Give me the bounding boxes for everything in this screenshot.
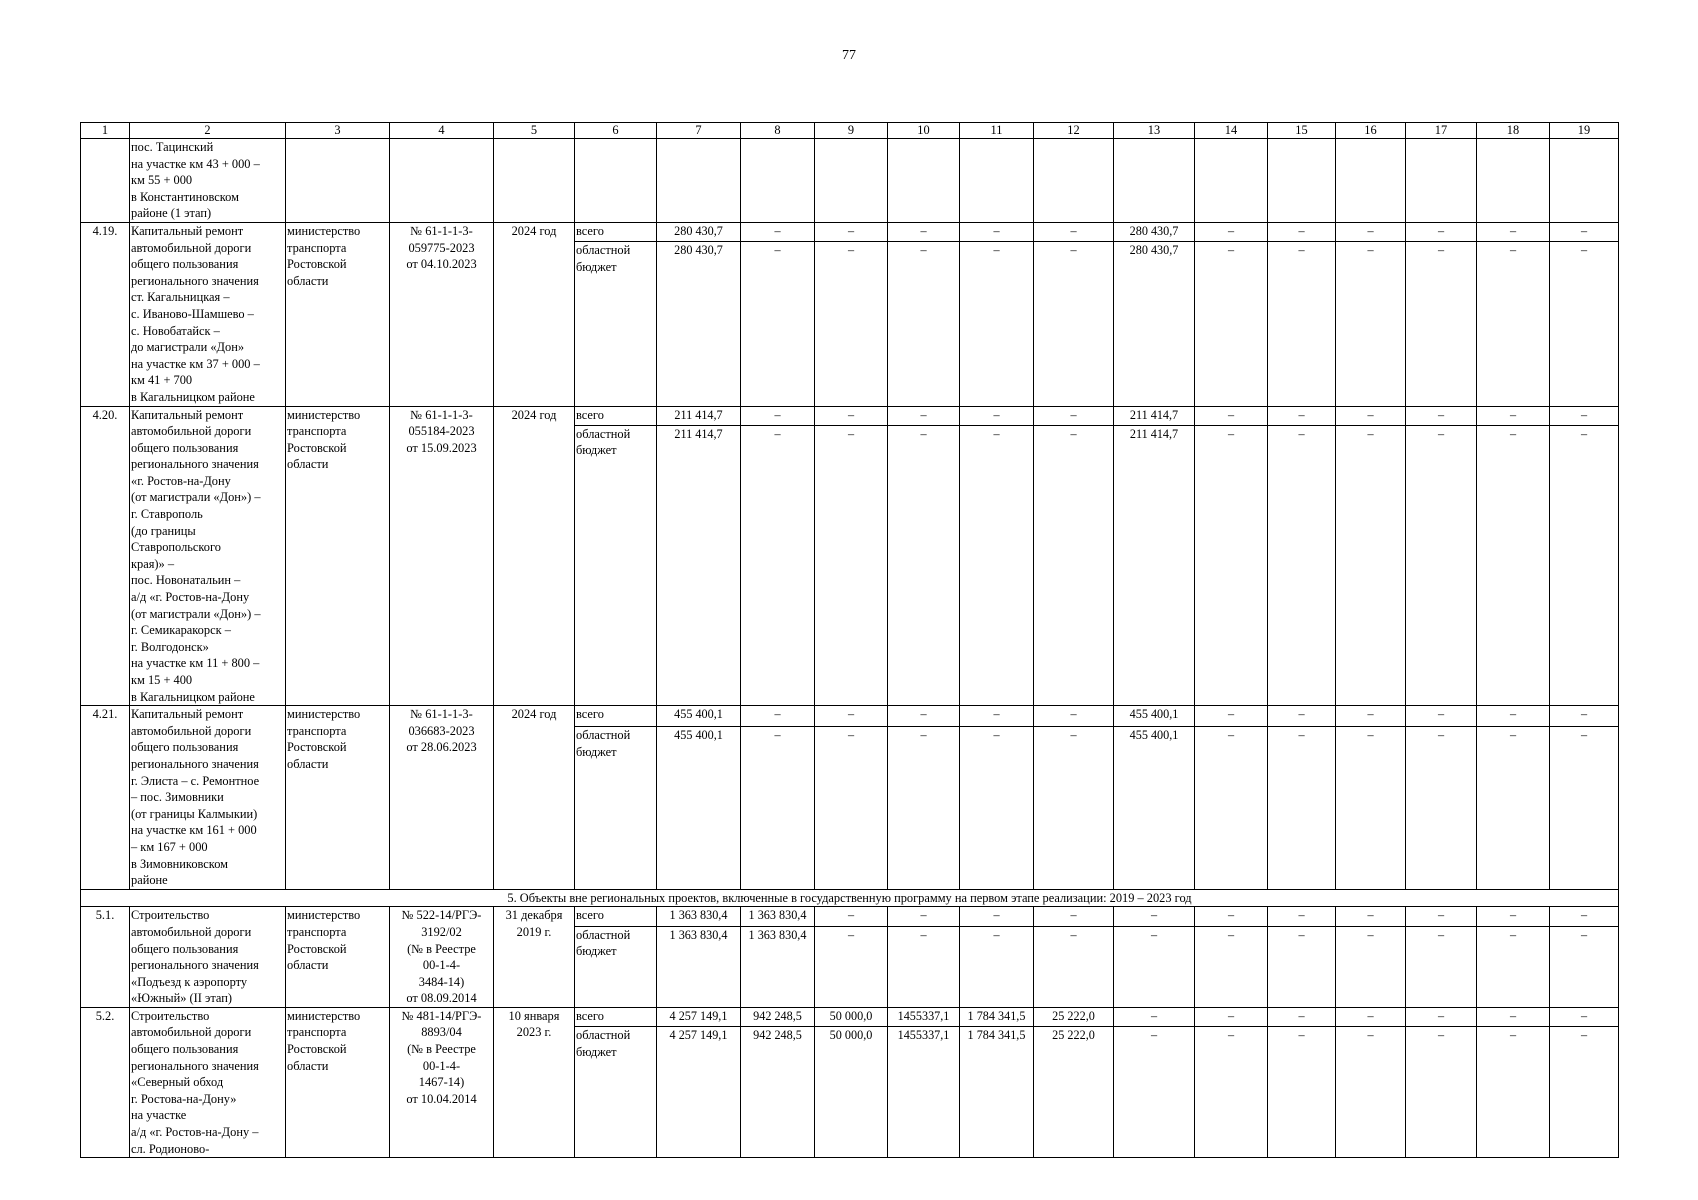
value-cell: –: [1336, 222, 1406, 241]
value-cell: 1 363 830,4: [741, 907, 815, 926]
value-cell: –: [1195, 222, 1268, 241]
value-cell: –: [1550, 706, 1619, 727]
value-cell: –: [1336, 242, 1406, 406]
value-cell: –: [1268, 1027, 1336, 1158]
value-cell: [1406, 139, 1477, 223]
value-cell: [286, 139, 390, 223]
value-cell: –: [1477, 406, 1550, 425]
value-cell: –: [1195, 242, 1268, 406]
value-cell: –: [960, 425, 1034, 705]
value-cell: –: [1268, 926, 1336, 1007]
value-cell: –: [1550, 907, 1619, 926]
value-cell: [1195, 139, 1268, 223]
value-cell: –: [1195, 706, 1268, 727]
value-cell: –: [1336, 706, 1406, 727]
value-cell: [815, 139, 888, 223]
value-cell: –: [741, 406, 815, 425]
value-cell: 4 257 149,1: [657, 1007, 741, 1026]
value-cell: 455 400,1: [657, 706, 741, 727]
value-cell: 211 414,7: [657, 425, 741, 705]
value-cell: 50 000,0: [815, 1027, 888, 1158]
value-cell: 455 400,1: [657, 727, 741, 889]
value-cell: –: [1406, 727, 1477, 889]
value-cell: –: [1336, 406, 1406, 425]
table-row: [81, 1007, 1619, 1026]
value-cell: 1 784 341,5: [960, 1027, 1034, 1158]
value-cell: 280 430,7: [1114, 222, 1195, 241]
column-number: 9: [815, 123, 888, 139]
value-cell: –: [1336, 727, 1406, 889]
value-cell: 1455337,1: [888, 1007, 960, 1026]
value-cell: –: [1034, 425, 1114, 705]
value-cell: –: [888, 907, 960, 926]
value-cell: –: [1268, 706, 1336, 727]
value-cell: –: [1195, 926, 1268, 1007]
object-name-cell: Капитальный ремонт автомобильной дороги общего пользования регионального значения «г. Ростов-на-Дону (от магистрали «Дон») – г. Ставрополь (до границы Ставропольского края)» – пос. Новонатальин – а/д «г. Ростов-на-Дону (от магистрали «Дон») – г. Семикаракорск – г. Волгодонск» на участке км 11 + 800 – км 15 + 400 в Кагальницком районе: [130, 406, 286, 706]
item-number-cell: 5.1.: [81, 907, 130, 1008]
value-cell: 455 400,1: [1114, 706, 1195, 727]
value-cell: –: [815, 706, 888, 727]
page-number: 77: [842, 48, 856, 63]
value-cell: –: [1477, 1007, 1550, 1026]
column-number: 10: [888, 123, 960, 139]
value-cell: –: [1477, 926, 1550, 1007]
value-cell: –: [1195, 727, 1268, 889]
funding-source-cell: областной бюджет: [575, 1027, 657, 1158]
funding-source-cell: всего: [575, 907, 657, 926]
document-cell: № 522-14/РГЭ- 3192/02 (№ в Реестре 00-1-4- 3484-14) от 08.09.2014: [390, 907, 494, 1008]
value-cell: [494, 139, 575, 223]
value-cell: –: [960, 706, 1034, 727]
funding-source-cell: всего: [575, 706, 657, 727]
value-cell: –: [1550, 1027, 1619, 1158]
value-cell: –: [888, 926, 960, 1007]
value-cell: –: [1268, 222, 1336, 241]
value-cell: –: [1406, 1007, 1477, 1026]
value-cell: –: [1268, 1007, 1336, 1026]
value-cell: –: [1195, 406, 1268, 425]
document-cell: № 481-14/РГЭ- 8893/04 (№ в Реестре 00-1-4- 1467-14) от 10.04.2014: [390, 1007, 494, 1157]
value-cell: –: [1550, 727, 1619, 889]
value-cell: –: [960, 907, 1034, 926]
column-number: 7: [657, 123, 741, 139]
value-cell: 211 414,7: [1114, 425, 1195, 705]
column-number: 15: [1268, 123, 1336, 139]
value-cell: –: [1034, 706, 1114, 727]
value-cell: –: [815, 425, 888, 705]
value-cell: –: [1406, 425, 1477, 705]
value-cell: –: [1477, 1027, 1550, 1158]
value-cell: –: [1550, 406, 1619, 425]
value-cell: [741, 139, 815, 223]
value-cell: –: [1550, 222, 1619, 241]
term-cell: 2024 год: [494, 706, 575, 890]
table-row: [81, 139, 1619, 223]
value-cell: –: [1477, 242, 1550, 406]
executor-cell: министерство транспорта Ростовской области: [286, 222, 390, 406]
value-cell: –: [1477, 907, 1550, 926]
column-number: 11: [960, 123, 1034, 139]
value-cell: –: [1550, 242, 1619, 406]
item-number-cell: 4.19.: [81, 222, 130, 406]
value-cell: –: [1195, 907, 1268, 926]
column-number: 4: [390, 123, 494, 139]
value-cell: 942 248,5: [741, 1007, 815, 1026]
value-cell: –: [815, 727, 888, 889]
column-number: 16: [1336, 123, 1406, 139]
item-number-cell: [81, 139, 130, 223]
section-header-row: [81, 889, 1619, 907]
object-name-cell: Строительство автомобильной дороги общего пользования регионального значения «Подъезд к аэропорту «Южный» (II этап): [130, 907, 286, 1008]
term-cell: 2024 год: [494, 222, 575, 406]
value-cell: –: [1550, 425, 1619, 705]
value-cell: –: [1268, 425, 1336, 705]
column-number: 6: [575, 123, 657, 139]
value-cell: –: [1034, 242, 1114, 406]
column-number: 5: [494, 123, 575, 139]
value-cell: –: [1114, 1007, 1195, 1026]
value-cell: 280 430,7: [657, 242, 741, 406]
value-cell: 1 363 830,4: [657, 926, 741, 1007]
funding-source-cell: областной бюджет: [575, 242, 657, 406]
object-name-cell: Капитальный ремонт автомобильной дороги общего пользования регионального значения г. Элиста – с. Ремонтное – пос. Зимовники (от границы Калмыкии) на участке км 161 + 000 – км 167 + 000 в Зимовниковском районе: [130, 706, 286, 890]
value-cell: –: [960, 242, 1034, 406]
column-number: 8: [741, 123, 815, 139]
value-cell: [1477, 139, 1550, 223]
value-cell: –: [1336, 926, 1406, 1007]
value-cell: [1336, 139, 1406, 223]
column-number: 19: [1550, 123, 1619, 139]
value-cell: –: [741, 727, 815, 889]
value-cell: 1455337,1: [888, 1027, 960, 1158]
value-cell: 4 257 149,1: [657, 1027, 741, 1158]
table-row: [81, 907, 1619, 926]
funding-source-cell: областной бюджет: [575, 425, 657, 705]
funding-source-cell: всего: [575, 222, 657, 241]
value-cell: –: [1336, 1007, 1406, 1026]
value-cell: 280 430,7: [1114, 242, 1195, 406]
value-cell: –: [1195, 1027, 1268, 1158]
value-cell: –: [888, 425, 960, 705]
value-cell: –: [1477, 706, 1550, 727]
value-cell: –: [1550, 926, 1619, 1007]
value-cell: –: [741, 242, 815, 406]
value-cell: 1 363 830,4: [657, 907, 741, 926]
value-cell: [1114, 139, 1195, 223]
value-cell: [1268, 139, 1336, 223]
value-cell: [1550, 139, 1619, 223]
section-title: 5. Объекты вне региональных проектов, включенные в государственную программу на первом этапе реализации: 2019 – 2023 год: [81, 889, 1619, 907]
value-cell: –: [1406, 907, 1477, 926]
value-cell: –: [960, 406, 1034, 425]
value-cell: –: [1336, 425, 1406, 705]
table-body: [81, 139, 1619, 1158]
column-number: 3: [286, 123, 390, 139]
value-cell: –: [815, 406, 888, 425]
value-cell: –: [1550, 1007, 1619, 1026]
funding-source-cell: всего: [575, 1007, 657, 1026]
value-cell: –: [960, 222, 1034, 241]
value-cell: –: [1195, 1007, 1268, 1026]
executor-cell: министерство транспорта Ростовской области: [286, 1007, 390, 1157]
term-cell: 31 декабря 2019 г.: [494, 907, 575, 1008]
value-cell: [960, 139, 1034, 223]
value-cell: [657, 139, 741, 223]
value-cell: –: [1336, 907, 1406, 926]
value-cell: 211 414,7: [657, 406, 741, 425]
column-number: 1: [81, 123, 130, 139]
value-cell: –: [1268, 907, 1336, 926]
value-cell: –: [741, 706, 815, 727]
executor-cell: министерство транспорта Ростовской области: [286, 406, 390, 706]
value-cell: –: [888, 406, 960, 425]
value-cell: –: [1114, 1027, 1195, 1158]
value-cell: –: [1268, 406, 1336, 425]
funding-source-cell: областной бюджет: [575, 926, 657, 1007]
value-cell: 25 222,0: [1034, 1027, 1114, 1158]
document-cell: № 61-1-1-3- 036683-2023 от 28.06.2023: [390, 706, 494, 890]
value-cell: 211 414,7: [1114, 406, 1195, 425]
document-cell: № 61-1-1-3- 055184-2023 от 15.09.2023: [390, 406, 494, 706]
executor-cell: министерство транспорта Ростовской области: [286, 706, 390, 890]
value-cell: [390, 139, 494, 223]
value-cell: –: [1034, 727, 1114, 889]
object-name-cell: Строительство автомобильной дороги общего пользования регионального значения «Северный обход г. Ростова-на-Дону» на участке а/д «г. Ростов-на-Дону – сл. Родионово-: [130, 1007, 286, 1157]
value-cell: –: [1034, 907, 1114, 926]
value-cell: –: [1268, 242, 1336, 406]
table-row: [81, 406, 1619, 425]
value-cell: 455 400,1: [1114, 727, 1195, 889]
funding-source-cell: всего: [575, 406, 657, 425]
value-cell: –: [1268, 727, 1336, 889]
item-number-cell: 5.2.: [81, 1007, 130, 1157]
value-cell: 942 248,5: [741, 1027, 815, 1158]
column-number: 18: [1477, 123, 1550, 139]
value-cell: –: [960, 727, 1034, 889]
value-cell: –: [1406, 706, 1477, 727]
value-cell: –: [741, 222, 815, 241]
value-cell: –: [1477, 727, 1550, 889]
value-cell: –: [888, 706, 960, 727]
value-cell: –: [1406, 222, 1477, 241]
value-cell: –: [1114, 907, 1195, 926]
program-table: [80, 122, 1619, 1158]
value-cell: –: [1406, 1027, 1477, 1158]
value-cell: –: [1406, 926, 1477, 1007]
table-row: [81, 706, 1619, 727]
value-cell: –: [815, 222, 888, 241]
value-cell: –: [1406, 242, 1477, 406]
column-number: 17: [1406, 123, 1477, 139]
value-cell: –: [1034, 222, 1114, 241]
value-cell: 25 222,0: [1034, 1007, 1114, 1026]
value-cell: [575, 139, 657, 223]
column-number-row: [81, 123, 1619, 139]
column-number: 2: [130, 123, 286, 139]
column-number: 12: [1034, 123, 1114, 139]
value-cell: [1034, 139, 1114, 223]
table-row: [81, 222, 1619, 241]
term-cell: 2024 год: [494, 406, 575, 706]
value-cell: 1 363 830,4: [741, 926, 815, 1007]
value-cell: 50 000,0: [815, 1007, 888, 1026]
funding-source-cell: областной бюджет: [575, 727, 657, 889]
value-cell: –: [1477, 222, 1550, 241]
term-cell: 10 января 2023 г.: [494, 1007, 575, 1157]
value-cell: 1 784 341,5: [960, 1007, 1034, 1026]
value-cell: –: [888, 222, 960, 241]
value-cell: –: [815, 926, 888, 1007]
value-cell: –: [1406, 406, 1477, 425]
object-name-cell: Капитальный ремонт автомобильной дороги общего пользования регионального значения ст. Кагальницкая – с. Иваново-Шамшево – с. Новобатайск – до магистрали «Дон» на участке км 37 + 000 – км 41 + 700 в Кагальницком районе: [130, 222, 286, 406]
item-number-cell: 4.21.: [81, 706, 130, 890]
value-cell: –: [815, 242, 888, 406]
value-cell: –: [960, 926, 1034, 1007]
column-number: 14: [1195, 123, 1268, 139]
value-cell: –: [888, 727, 960, 889]
value-cell: –: [1034, 926, 1114, 1007]
value-cell: –: [741, 425, 815, 705]
document-cell: № 61-1-1-3- 059775-2023 от 04.10.2023: [390, 222, 494, 406]
value-cell: –: [1477, 425, 1550, 705]
executor-cell: министерство транспорта Ростовской области: [286, 907, 390, 1008]
value-cell: 280 430,7: [657, 222, 741, 241]
value-cell: –: [1034, 406, 1114, 425]
object-name-cell: пос. Тацинский на участке км 43 + 000 – км 55 + 000 в Константиновском районе (1 этап): [130, 139, 286, 223]
value-cell: –: [1195, 425, 1268, 705]
value-cell: –: [888, 242, 960, 406]
value-cell: –: [815, 907, 888, 926]
value-cell: –: [1114, 926, 1195, 1007]
value-cell: [888, 139, 960, 223]
column-number: 13: [1114, 123, 1195, 139]
value-cell: –: [1336, 1027, 1406, 1158]
item-number-cell: 4.20.: [81, 406, 130, 706]
